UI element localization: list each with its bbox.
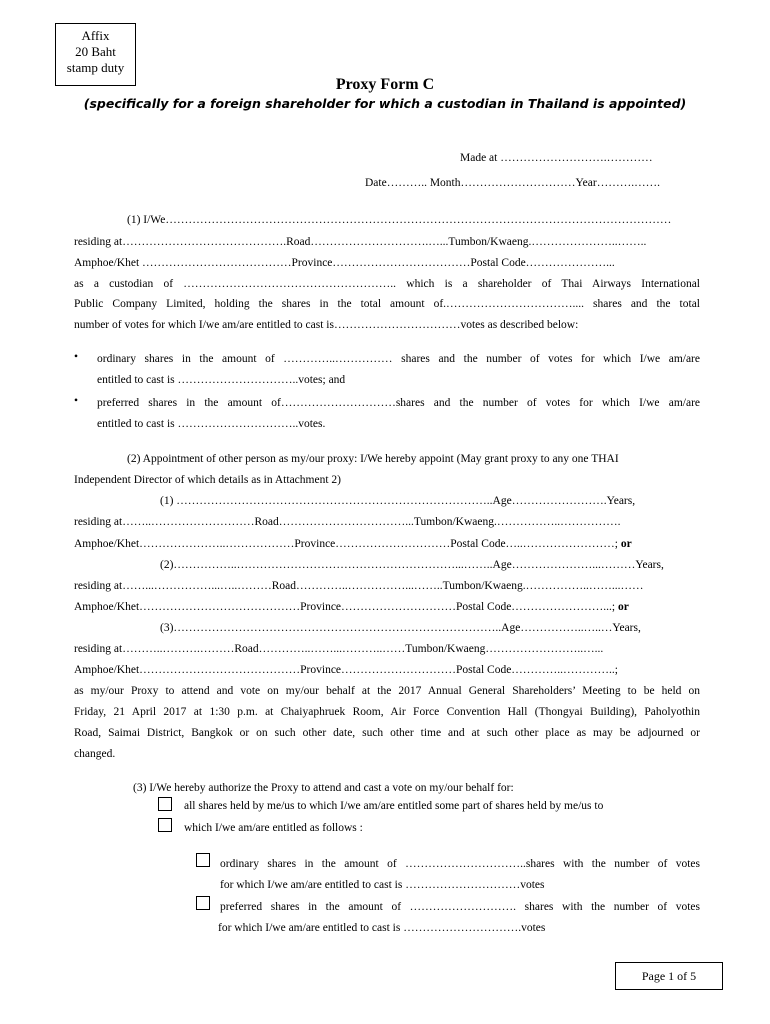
s1-residing-line[interactable]: residing at…………………………………….Road………………………….…...Tumbon/Kwaeng.…………………..…….. xyxy=(74,236,647,248)
s1-ordinary-votes-line: entitled to cast is …………………………..votes; and xyxy=(97,374,346,386)
bullet-ordinary: • xyxy=(74,351,79,363)
proxy1-amphoe-text: Amphoe/Khet…………………..………………Province…………………………Postal Code…..……………………; xyxy=(74,538,621,550)
preferred-shares-line[interactable]: preferred shares in the amount of ………………………. shares with the number of votes xyxy=(220,901,700,913)
page-number: Page 1 of 5 xyxy=(615,962,723,990)
form-subtitle: (specifically for a foreign shareholder for which a custodian in Thailand is appointed) xyxy=(83,96,687,111)
s1-amphoe-line[interactable]: Amphoe/Khet …………………………………Province………………………………Postal Code…………………... xyxy=(74,257,615,269)
meeting-line-1: as my/our Proxy to attend and vote on my/our behalf at the 2017 Annual General Shareholders’ Meeting to be held on xyxy=(74,685,700,697)
s1-preferred-votes-line: entitled to cast is …………………………..votes. xyxy=(97,418,326,430)
proxy1-amphoe-line[interactable] xyxy=(74,536,700,552)
all-shares-label: all shares held by me/us to which I/we am/are entitled some part of shares held by me/us to xyxy=(184,800,604,812)
stamp-line-2: 20 Baht xyxy=(75,44,116,59)
proxy2-name-line[interactable]: (2)……………..…………………………………………………...……..Age…………………...………Years, xyxy=(160,559,664,571)
ordinary-shares-checkbox[interactable] xyxy=(196,853,210,867)
s2-intro-line: (2) Appointment of other person as my/our proxy: I/We hereby appoint (May grant proxy to any one THAI xyxy=(127,453,619,465)
s1-custodian-line: as a custodian of ……………………………………………….. which is a shareholder of Thai Airways International xyxy=(74,278,700,290)
s2-intro-line-2: Independent Director of which details as in Attachment 2) xyxy=(74,474,341,486)
proxy3-residing-line[interactable]: residing at………..……….………Road…………..……...………..……Tumbon/Kwaeng……………………..…... xyxy=(74,643,604,655)
ordinary-votes-line[interactable]: for which I/we am/are entitled to cast is …………………………votes xyxy=(220,879,545,891)
partial-shares-checkbox[interactable] xyxy=(158,818,172,832)
s1-ordinary-line: ordinary shares in the amount of …………..…………… shares and the number of votes for which I/we am/are xyxy=(97,353,700,365)
s1-preferred-line: preferred shares in the amount of…………………………shares and the number of votes for which I/we am/are xyxy=(97,397,700,409)
preferred-shares-checkbox[interactable] xyxy=(196,896,210,910)
partial-shares-label: which I/we am/are entitled as follows : xyxy=(184,822,363,834)
proxy2-or-label: or xyxy=(618,601,629,613)
all-shares-checkbox[interactable] xyxy=(158,797,172,811)
date-field[interactable]: Date……….. Month…………………………Year……….……. xyxy=(365,177,660,189)
stamp-line-1: Affix xyxy=(81,28,110,43)
ordinary-shares-line[interactable]: ordinary shares in the amount of …………………………..shares with the number of votes xyxy=(220,858,700,870)
s3-intro-line: (3) I/We hereby authorize the Proxy to attend and cast a vote on my/our behalf for: xyxy=(133,782,514,794)
form-title: Proxy Form C xyxy=(335,76,435,93)
s1-holding-line: Public Company Limited, holding the shares in the total amount of.…………………………….... shares and the total xyxy=(74,298,700,310)
meeting-line-3: Road, Saimai District, Bangkok or on such other date, such other time and at such other place as may be adjourned or xyxy=(74,727,700,739)
proxy1-name-line[interactable]: (1) ………………………………………………………………………..Age…………………….Years, xyxy=(160,495,636,507)
proxy3-amphoe-line[interactable]: Amphoe/Khet……………………………………Province…………………………Postal Code…………..…………..; xyxy=(74,664,618,676)
proxy2-residing-line[interactable]: residing at……...……………...…..………Road…………..……………...……..Tumbon/Kwaeng.……………..……...…… xyxy=(74,580,644,592)
stamp-line-3: stamp duty xyxy=(66,60,125,75)
proxy3-name-line[interactable]: (3)…………………………………………………………………………..Age……………..…..…Years, xyxy=(160,622,641,634)
meeting-line-2: Friday, 21 April 2017 at 1:30 p.m. at Chaiyaphruek Room, Air Force Convention Hall (Thongyai Building), Paholyothin xyxy=(74,706,700,718)
proxy1-or-label: or xyxy=(620,538,632,550)
s1-votes-line: number of votes for which I/we am/are entitled to cast is……………………………votes as described below: xyxy=(74,319,579,331)
bullet-preferred: • xyxy=(74,395,79,407)
proxy2-amphoe-line[interactable] xyxy=(74,599,700,615)
proxy1-residing-line[interactable]: residing at……..………………………Road……………………………...Tumbon/Kwaeng.……………..……………. xyxy=(74,516,621,528)
preferred-votes-line[interactable]: for which I/we am/are entitled to cast is ………………………….votes xyxy=(218,922,546,934)
meeting-line-4: changed. xyxy=(74,748,116,760)
made-at-field[interactable]: Made at ……………………….………… xyxy=(460,152,653,164)
s1-name-line[interactable]: (1) I/We…………………………………………………………………………………………………………………… xyxy=(127,214,672,226)
proxy2-amphoe-text: Amphoe/Khet……………………………………Province…………………………Postal Code……………………...; xyxy=(74,601,618,613)
